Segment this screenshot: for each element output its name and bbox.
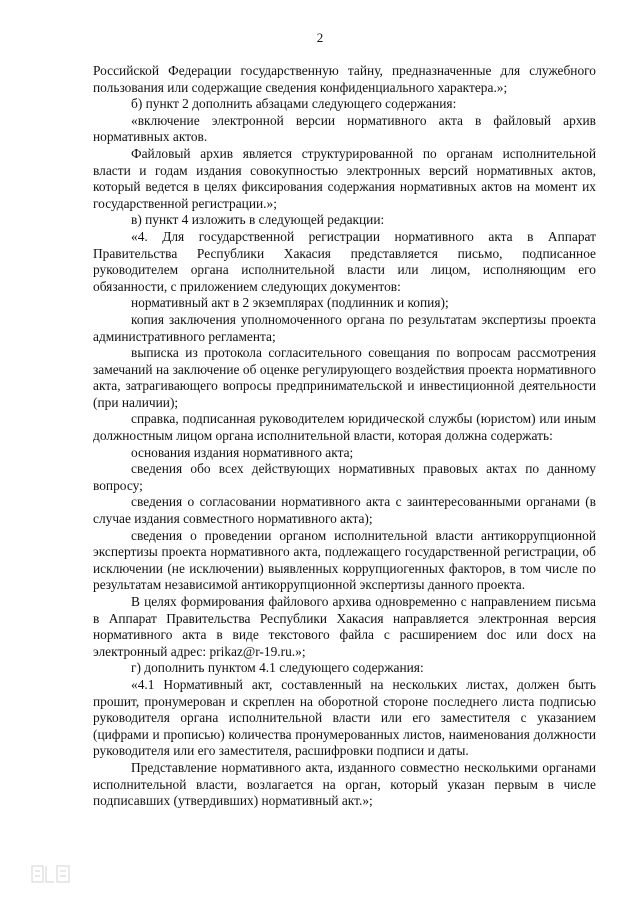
list-item-grounds: основания издания нормативного акта; [131, 444, 354, 460]
list-item-anticorruption: сведения о проведении органом исполнительной власти антикоррупционной экспертизы проекта нормативного акта, подлежащего государственной регистрации, об исключении (не исключении) выявленных коррупциогенных факторов, в том числе по результатам независимой антикоррупционной экспертизы данного проекта. [93, 527, 596, 593]
list-item-acts-info: сведения обо всех действующих нормативных правовых актах по данному вопросу; [93, 461, 596, 493]
paragraph-quote-inclusion: «включение электронной версии нормативного акта в файловый архив нормативных актов. [93, 112, 596, 145]
list-item-approval-info: сведения о согласовании нормативного акта с заинтересованными органами (в случае издания совместного нормативного акта); [93, 494, 596, 527]
paragraph-point-4-1: «4.1 Нормативный акт, составленный на нескольких листах, должен быть прошит, пронумерован и скреплен на оборотной стороне последнего листа подписью руководителя органа исполнительной власти или его заместителя с указанием (цифрами и прописью) количества пронумерованных листов, наименования должности руководителя или его заместителя, расшифровки подписи и даты. [93, 676, 596, 759]
list-item-protocol-extract: выписка из протокола согласительного совещания по вопросам рассмотрения замечаний на заключение об оценке регулирующего воздействия проекта нормативного акта, затрагивающего вопросы предпринимательской и инвестиционной деятельности (при наличии); [93, 345, 596, 410]
faint-stamp-mark [30, 858, 74, 888]
document-body [93, 63, 596, 810]
page-number: 2 [316, 30, 324, 45]
paragraph-item-v: в) пункт 4 изложить в следующей редакции: [131, 212, 385, 228]
paragraph-point-4: «4. Для государственной регистрации нормативного акта в Аппарат Правительства Республики Хакасия представляется письмо, подписанное руководителем органа исполнительной власти или лицом, исполняющим его обязанности, с приложением следующих документов: [93, 228, 596, 294]
paragraph-file-archive: Файловый архив является структурированной по органам исполнительной власти и годам издания совокупностью электронных версий нормативных актов, который ведется в целях фиксирования содержания нормативных актов на момент их государственной регистрации.»; [93, 145, 596, 211]
paragraph-item-b: б) пункт 2 дополнить абзацами следующего содержания: [131, 96, 457, 112]
paragraph-item-g: г) дополнить пунктом 4.1 следующего содержания: [131, 660, 424, 676]
paragraph-joint-submission: Представление нормативного акта, изданного совместно несколькими органами исполнительной власти, возлагается на орган, который указан первым в числе подписавших (утвердивших) нормативный акт.»; [93, 759, 596, 809]
list-item-expertise-copy: копия заключения уполномоченного органа по результатам экспертизы проекта административного регламента; [93, 311, 596, 344]
list-item-normative-act: нормативный акт в 2 экземплярах (подлинник и копия); [131, 295, 449, 311]
list-item-legal-reference: справка, подписанная руководителем юридической службы (юристом) или иным должностным лицом органа исполнительной власти, которая должна содержать: [93, 411, 596, 444]
paragraph-continuation: Российской Федерации государственную тайну, предназначенные для служебного пользования или содержащие сведения конфиденциального характера.»; [93, 63, 596, 95]
paragraph-file-archive-email: В целях формирования файлового архива одновременно с направлением письма в Аппарат Правительства Республики Хакасия направляется электронная версия нормативного акта в виде текстового файла с расширением doc или docx на электронный адрес: prikaz@r-19.ru.»; [93, 594, 596, 659]
